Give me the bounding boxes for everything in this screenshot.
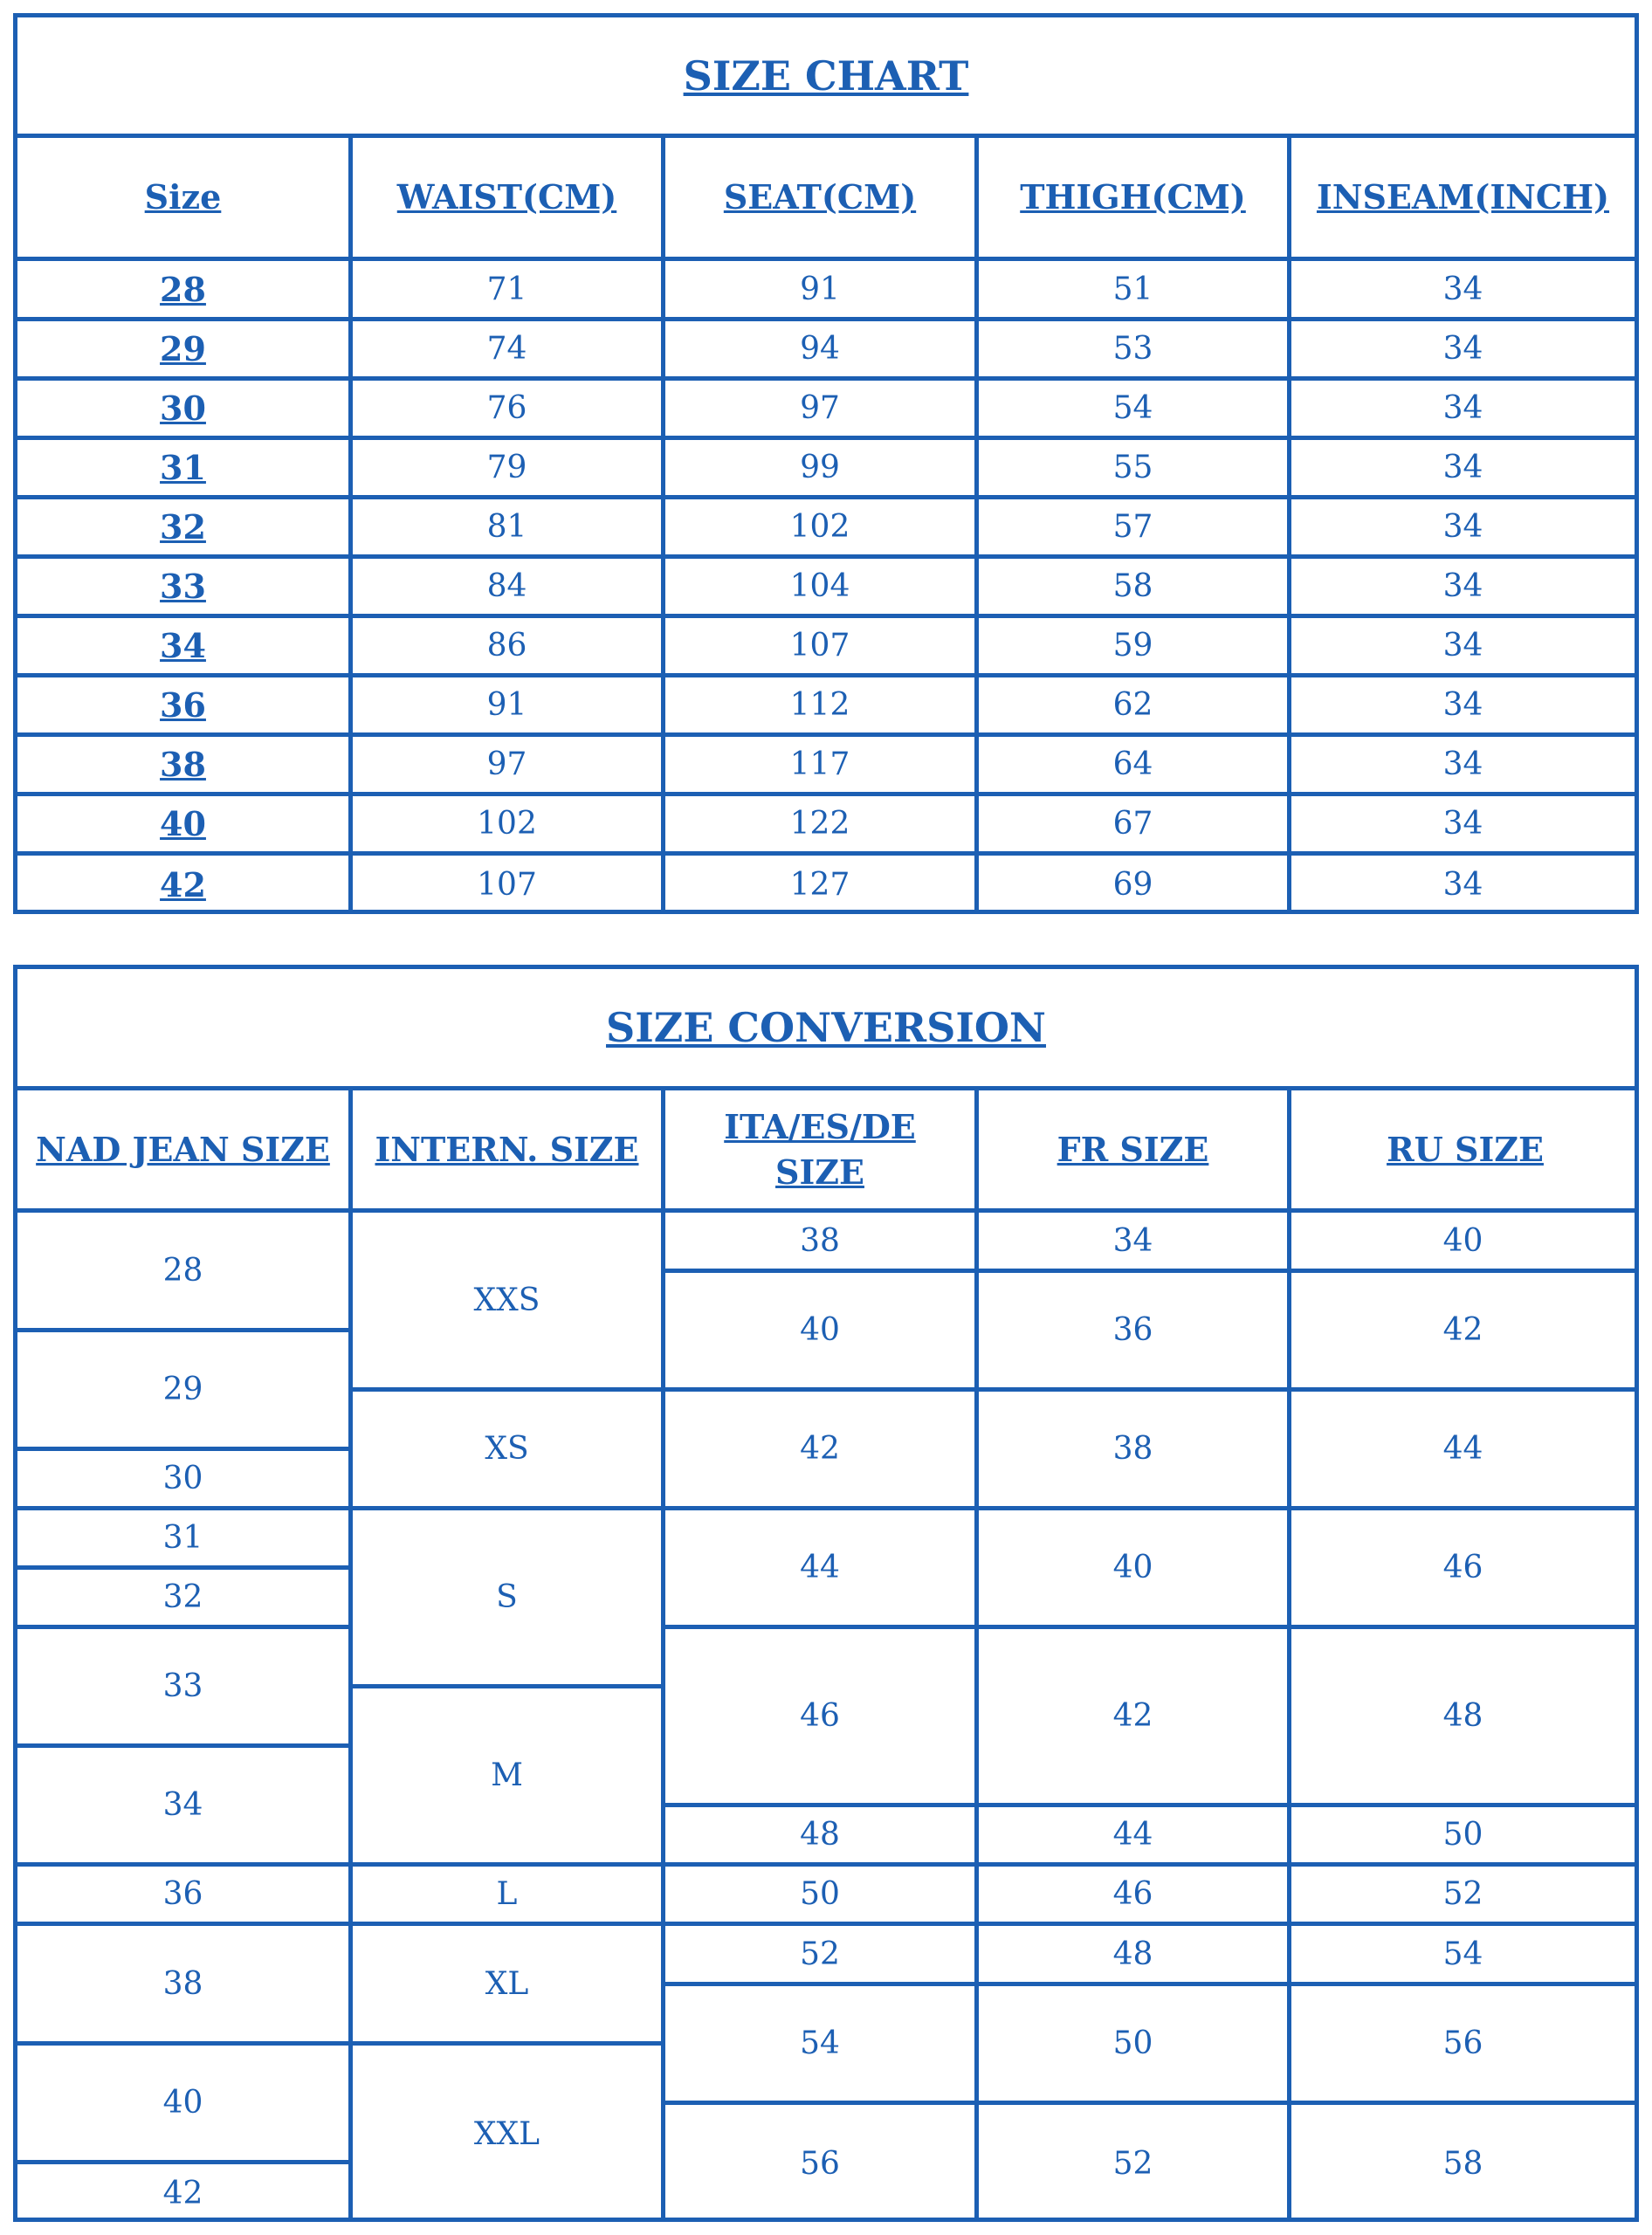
nad-jean-size-cell: 32 bbox=[162, 1579, 203, 1615]
chart-cell-waist: 91 bbox=[486, 687, 527, 723]
ita-es-de-size-cell: 54 bbox=[800, 2025, 840, 2061]
chart-cell-inseam: 34 bbox=[1442, 509, 1483, 545]
chart-cell-thigh: 51 bbox=[1112, 271, 1153, 307]
ru-size-cell: 54 bbox=[1442, 1936, 1483, 1972]
chart-cell-seat: 104 bbox=[789, 568, 850, 604]
ita-es-de-size-cell: 48 bbox=[800, 1817, 840, 1853]
header-nad-jean-size: NAD JEAN SIZE bbox=[36, 1129, 330, 1169]
ru-size-cell: 46 bbox=[1442, 1550, 1483, 1585]
fr-size-cell: 50 bbox=[1112, 2025, 1153, 2061]
chart-cell-size: 42 bbox=[160, 865, 206, 904]
nad-jean-size-cell: 34 bbox=[162, 1787, 203, 1823]
fr-size-cell: 36 bbox=[1112, 1312, 1153, 1348]
chart-cell-inseam: 34 bbox=[1442, 867, 1483, 903]
chart-cell-size: 40 bbox=[160, 804, 206, 843]
nad-jean-size-cell: 38 bbox=[162, 1965, 203, 2002]
ru-size-cell: 40 bbox=[1442, 1222, 1483, 1259]
chart-cell-inseam: 34 bbox=[1442, 568, 1483, 604]
size-conversion-title: SIZE CONVERSION bbox=[606, 1004, 1046, 1051]
chart-cell-size: 38 bbox=[160, 745, 206, 784]
chart-cell-inseam: 34 bbox=[1442, 806, 1483, 842]
chart-cell-thigh: 53 bbox=[1112, 331, 1153, 367]
intern-size-cell: XXS bbox=[473, 1282, 540, 1318]
chart-cell-waist: 79 bbox=[486, 450, 527, 485]
chart-cell-seat: 127 bbox=[789, 867, 850, 903]
chart-cell-inseam: 34 bbox=[1442, 450, 1483, 485]
fr-size-cell: 44 bbox=[1112, 1817, 1153, 1853]
chart-cell-inseam: 34 bbox=[1442, 687, 1483, 723]
chart-cell-seat: 99 bbox=[800, 450, 840, 485]
chart-cell-thigh: 55 bbox=[1112, 450, 1153, 485]
chart-cell-inseam: 34 bbox=[1442, 331, 1483, 367]
chart-cell-waist: 102 bbox=[477, 806, 537, 842]
chart-cell-size: 30 bbox=[160, 389, 206, 428]
chart-cell-thigh: 64 bbox=[1112, 746, 1153, 782]
ru-size-cell: 44 bbox=[1442, 1431, 1483, 1467]
ru-size-cell: 56 bbox=[1442, 2025, 1483, 2061]
ita-es-de-size-cell: 52 bbox=[800, 1936, 840, 1972]
nad-jean-size-cell: 31 bbox=[162, 1520, 203, 1556]
ita-es-de-size-cell: 50 bbox=[800, 1876, 840, 1912]
header-size: Size bbox=[144, 177, 222, 217]
ita-es-de-size-cell: 38 bbox=[800, 1222, 840, 1259]
nad-jean-size-cell: 30 bbox=[162, 1461, 203, 1496]
chart-cell-waist: 81 bbox=[486, 509, 527, 545]
chart-cell-size: 31 bbox=[160, 448, 206, 487]
nad-jean-size-cell: 36 bbox=[162, 1876, 203, 1912]
size-chart-title: SIZE CHART bbox=[683, 52, 969, 100]
ru-size-cell: 52 bbox=[1442, 1876, 1483, 1912]
fr-size-cell: 40 bbox=[1112, 1550, 1153, 1585]
intern-size-cell: M bbox=[491, 1757, 523, 1793]
fr-size-cell: 46 bbox=[1112, 1876, 1153, 1912]
chart-cell-size: 29 bbox=[160, 329, 206, 368]
chart-cell-inseam: 34 bbox=[1442, 628, 1483, 664]
fr-size-cell: 52 bbox=[1112, 2145, 1153, 2182]
chart-cell-seat: 117 bbox=[789, 746, 850, 782]
header-seat: SEAT(CM) bbox=[723, 177, 917, 217]
chart-cell-inseam: 34 bbox=[1442, 746, 1483, 782]
chart-cell-seat: 91 bbox=[800, 271, 840, 307]
chart-cell-waist: 107 bbox=[477, 867, 537, 903]
fr-size-cell: 34 bbox=[1112, 1222, 1153, 1259]
intern-size-cell: L bbox=[496, 1876, 518, 1912]
chart-cell-thigh: 58 bbox=[1112, 568, 1153, 604]
chart-cell-size: 34 bbox=[160, 626, 206, 665]
chart-cell-thigh: 67 bbox=[1112, 806, 1153, 842]
chart-cell-thigh: 54 bbox=[1112, 390, 1153, 426]
chart-cell-seat: 97 bbox=[800, 390, 840, 426]
header-ru-size: RU SIZE bbox=[1387, 1129, 1544, 1169]
header-waist: WAIST(CM) bbox=[396, 177, 617, 217]
fr-size-cell: 48 bbox=[1112, 1936, 1153, 1972]
ita-es-de-size-cell: 46 bbox=[800, 1698, 840, 1734]
intern-size-cell: XL bbox=[485, 1965, 529, 2002]
ru-size-cell: 42 bbox=[1442, 1312, 1483, 1348]
header-ita-es-de-size: ITA/ES/DE SIZE bbox=[724, 1106, 916, 1192]
chart-cell-size: 33 bbox=[160, 567, 206, 606]
ita-es-de-size-cell: 42 bbox=[800, 1431, 840, 1467]
ru-size-cell: 48 bbox=[1442, 1698, 1483, 1734]
chart-cell-waist: 74 bbox=[486, 331, 527, 367]
chart-cell-seat: 112 bbox=[789, 687, 850, 723]
chart-cell-size: 36 bbox=[160, 685, 206, 725]
ru-size-cell: 58 bbox=[1442, 2145, 1483, 2182]
chart-cell-thigh: 59 bbox=[1112, 628, 1153, 664]
nad-jean-size-cell: 29 bbox=[162, 1372, 203, 1407]
nad-jean-size-cell: 28 bbox=[162, 1252, 203, 1289]
header-intern-size: INTERN. SIZE bbox=[375, 1129, 639, 1169]
fr-size-cell: 42 bbox=[1112, 1698, 1153, 1734]
header-fr-size: FR SIZE bbox=[1057, 1129, 1209, 1169]
chart-cell-size: 32 bbox=[160, 507, 206, 547]
chart-cell-seat: 94 bbox=[800, 331, 840, 367]
ita-es-de-size-cell: 44 bbox=[800, 1550, 840, 1585]
nad-jean-size-cell: 33 bbox=[162, 1668, 203, 1704]
nad-jean-size-cell: 42 bbox=[162, 2175, 203, 2211]
chart-cell-waist: 71 bbox=[486, 271, 527, 307]
chart-cell-seat: 102 bbox=[789, 509, 850, 545]
intern-size-cell: XS bbox=[485, 1431, 529, 1467]
nad-jean-size-cell: 40 bbox=[162, 2085, 203, 2121]
chart-cell-thigh: 69 bbox=[1112, 867, 1153, 903]
chart-cell-thigh: 57 bbox=[1112, 509, 1153, 545]
chart-cell-waist: 76 bbox=[486, 390, 527, 426]
ru-size-cell: 50 bbox=[1442, 1817, 1483, 1853]
intern-size-cell: S bbox=[496, 1579, 518, 1615]
chart-cell-seat: 107 bbox=[789, 628, 850, 664]
ita-es-de-size-cell: 56 bbox=[800, 2145, 840, 2182]
chart-cell-waist: 86 bbox=[486, 628, 527, 664]
chart-cell-inseam: 34 bbox=[1442, 390, 1483, 426]
chart-cell-thigh: 62 bbox=[1112, 687, 1153, 723]
chart-cell-size: 28 bbox=[160, 269, 206, 309]
chart-cell-waist: 84 bbox=[486, 568, 527, 604]
chart-cell-waist: 97 bbox=[486, 746, 527, 782]
chart-cell-inseam: 34 bbox=[1442, 271, 1483, 307]
header-inseam: INSEAM(INCH) bbox=[1316, 177, 1610, 217]
intern-size-cell: XXL bbox=[473, 2115, 540, 2152]
ita-es-de-size-cell: 40 bbox=[800, 1312, 840, 1348]
header-thigh: THIGH(CM) bbox=[1020, 177, 1246, 217]
chart-cell-seat: 122 bbox=[789, 806, 850, 842]
fr-size-cell: 38 bbox=[1112, 1431, 1153, 1467]
